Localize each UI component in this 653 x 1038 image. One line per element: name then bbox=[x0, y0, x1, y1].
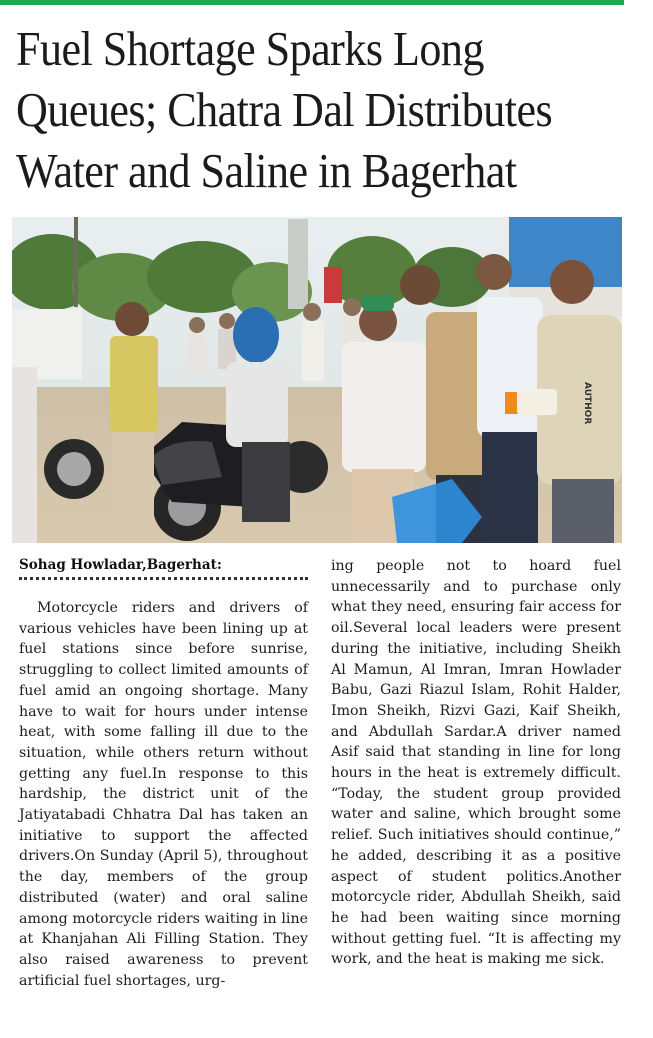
byline: Sohag Howladar,Bagerhat: bbox=[19, 557, 222, 573]
article-column-2: ing people not to hoard fuel unnecessarily and to purchase only what they need, ensuring fair access for oil.Several local leaders were present during the initiative, including Sheikh Al Mamun, Al Imran, Imran Howlader Babu, Gazi Riazul Islam, Rohit Halder, Imon Sheikh, Rizvi Gazi, Kaif Sheikh, and Abdullah Sardar.A driver named Asif said that standing in line for long hours in the heat is extremely difficult. “Today, the student group provided water and saline, which brought some relief. Such initiatives should continue,” he added, describing it as a positive aspect of student politics.Another motorcycle rider, Abdullah Sheikh, said he had been waiting since morning without getting fuel. “It is affecting my work, and the heat is making me sick. bbox=[331, 558, 621, 968]
shirt-print: AUTHOR bbox=[582, 382, 592, 425]
news-photo bbox=[12, 217, 622, 543]
article-column-1: Motorcycle riders and drivers of various vehicles have been lining up at fuel stations since before sunrise, struggling to collect limited amounts of fuel amid an ongoing shortage. Many have to wait for hours under intense heat, with some falling ill due to the situation, while others return without getting any fuel.In response to this hardship, the district unit of the Jatiyatabadi Chhatra Dal has taken an initiative to support the affected drivers.On Sunday (April 5), throughout the day, members of the group distributed (water) and oral saline among motorcycle riders waiting in line at Khanjahan Ali Filling Station. They also raised awareness to prevent artificial fuel shortages, urg- bbox=[19, 600, 308, 989]
person-yellow-shirt bbox=[110, 302, 158, 542]
byline-dotted-divider bbox=[19, 577, 308, 580]
headline-line-3: Water and Saline in Bagerhat bbox=[16, 143, 517, 198]
headline-line-1: Fuel Shortage Sparks Long bbox=[16, 21, 484, 76]
headline-line-2: Queues; Chatra Dal Distributes bbox=[16, 82, 553, 137]
headline bbox=[16, 18, 570, 201]
top-accent-bar bbox=[0, 0, 624, 5]
